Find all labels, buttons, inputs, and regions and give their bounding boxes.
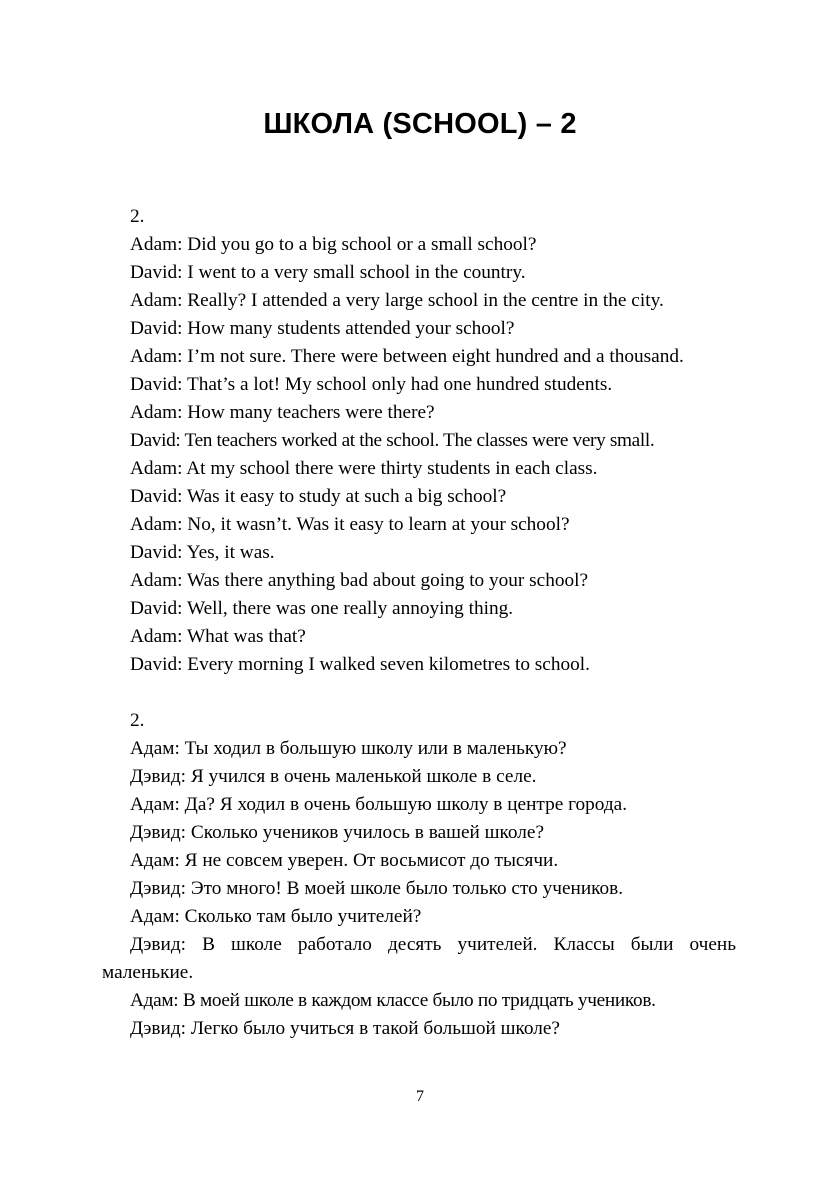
russian-section-number: 2. (130, 710, 145, 731)
page-title: ШКОЛА (SCHOOL) – 2 (263, 108, 577, 140)
english-section-number: 2. (130, 206, 145, 227)
english-line: Adam: Did you go to a big school or a small school? (130, 234, 537, 255)
russian-line: Адам: Да? Я ходил в очень большую школу в центре города. (130, 794, 628, 815)
english-line: David: How many students attended your school? (130, 318, 515, 339)
russian-line: Дэвид: Легко было учиться в такой большой школе? (130, 1018, 560, 1039)
english-line: David: Ten teachers worked at the school. The classes were very small. (130, 430, 655, 451)
english-line: Adam: At my school there were thirty students in each class. (130, 458, 598, 479)
russian-line: Дэвид: Я учился в очень маленькой школе в селе. (130, 766, 537, 787)
english-line: Adam: What was that? (130, 626, 306, 647)
russian-line: Адам: Я не совсем уверен. От восьмисот до тысячи. (130, 850, 559, 871)
dialogue-text (102, 203, 736, 1043)
russian-line: Дэвид: Сколько учеников училось в вашей школе? (130, 822, 545, 843)
english-line: Adam: How many teachers were there? (130, 402, 435, 423)
english-line: Adam: Was there anything bad about going to your school? (130, 570, 589, 591)
russian-line: Адам: Ты ходил в большую школу или в маленькую? (130, 738, 567, 759)
russian-line: Адам: В моей школе в каждом классе было по тридцать учеников. (130, 990, 656, 1011)
russian-line: Дэвид: Это много! В моей школе было только сто учеников. (130, 878, 624, 899)
english-line: David: I went to a very small school in the country. (130, 262, 526, 283)
english-line: David: Well, there was one really annoying thing. (130, 598, 514, 619)
english-line: Adam: I’m not sure. There were between eight hundred and a thousand. (130, 346, 684, 367)
page-number: 7 (416, 1088, 424, 1105)
english-line: David: That’s a lot! My school only had one hundred students. (130, 374, 613, 395)
russian-line: Дэвид: В школе работало десять учителей. Классы были очень маленькие. (102, 934, 736, 983)
english-line: Adam: Really? I attended a very large school in the centre in the city. (130, 290, 664, 311)
english-line: David: Every morning I walked seven kilometres to school. (130, 654, 590, 675)
russian-line: Адам: Сколько там было учителей? (130, 906, 422, 927)
english-line: David: Was it easy to study at such a big school? (130, 486, 507, 507)
section-gap (102, 679, 736, 707)
english-line: Adam: No, it wasn’t. Was it easy to learn at your school? (130, 514, 570, 535)
english-line: David: Yes, it was. (130, 542, 275, 563)
